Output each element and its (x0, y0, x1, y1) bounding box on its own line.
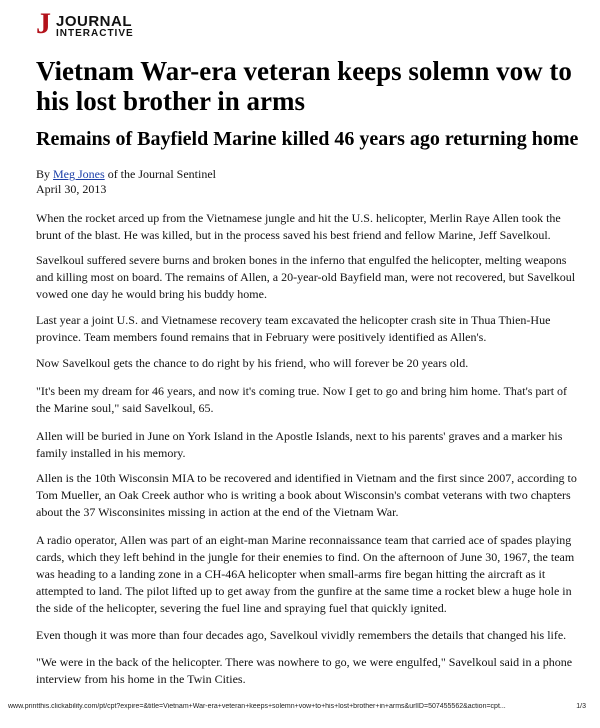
paragraph-5: "It's been my dream for 46 years, and now it's coming true. Now I get to go and bring him home. That's part of the Marine soul," said Savelkoul, 65. (36, 384, 568, 415)
byline-prefix: By (36, 167, 51, 181)
byline (36, 167, 216, 197)
footer-url: www.printthis.clickability.com/pt/cpt?expire=&title=Vietnam+War-era+veteran+keeps+solemn+vow+to+his+lost+brother+in+arms&urlID=507455562&action=cpt... (8, 703, 506, 710)
page-number: 1/3 (576, 703, 586, 710)
article-date: April 30, 2013 (36, 182, 107, 196)
byline-source: of the Journal Sentinel (107, 167, 216, 181)
paragraph-7: Allen is the 10th Wisconsin MIA to be recovered and identified in Vietnam and the first since 2007, according to Tom Mueller, an Oak Creek author who is writing a book about Wisconsin's combat veterans with two chapters about the 37 Wisconsinites missing in action at the end of the Vietnam War. (36, 471, 577, 519)
article-subhead: Remains of Bayfield Marine killed 46 years ago returning home (36, 128, 579, 150)
paragraph-3: Last year a joint U.S. and Vietnamese recovery team excavated the helicopter crash site in Thua Thien-Hue province. Team members found remains that in February were positively identified as Allen's. (36, 313, 551, 344)
paragraph-1: When the rocket arced up from the Vietnamese jungle and hit the U.S. helicopter, Merlin Raye Allen took the brunt of the blast. He was killed, but in the process saved his best friend and fellow Marine, Jeff Savelkoul. (36, 211, 561, 242)
journal-interactive-logo (36, 7, 156, 42)
paragraph-2: Savelkoul suffered severe burns and broken bones in the inferno that engulfed the helicopter, melting weapons and killing most on board. The remains of Allen, a 20-year-old Bayfield man, were not recovered, but Savelkoul vowed one day he would bring his buddy home. (36, 253, 576, 301)
author-link[interactable]: Meg Jones (53, 167, 105, 181)
paragraph-4: Now Savelkoul gets the chance to do right by his friend, who will forever be 20 years old. (36, 356, 469, 370)
paragraph-8: A radio operator, Allen was part of an eight-man Marine reconnaissance team that carried ace of spades playing cards, which they left behind in the jungle for their enemies to find. On the afternoon of June 30, 1967, the team was heading to a landing zone in a CH-46A helicopter when small-arms fire began hitting the aircraft as it attempted to land. The pilot lifted up to get away from the gunfire at the same time a rocket blew a huge hole in the side of the helicopter, severing the fuel line and spraying fuel that quickly ignited. (36, 533, 575, 615)
paragraph-10: "We were in the back of the helicopter. There was nowhere to go, we were engulfed," Savelkoul said in a phone interview from his home in the Twin Cities. (36, 655, 573, 686)
logo-mark: J (36, 7, 51, 40)
paragraph-6: Allen will be buried in June on York Island in the Apostle Islands, next to his parents' graves and a marker his family installed in his memory. (36, 429, 563, 460)
logo-word-interactive: INTERACTIVE (56, 28, 134, 39)
logo-word-journal: JOURNAL (56, 13, 133, 30)
print-footer (8, 703, 592, 710)
paragraph-9: Even though it was more than four decades ago, Savelkoul vividly remembers the details that changed his life. (36, 628, 567, 642)
article-headline: Vietnam War-era veteran keeps solemn vow to his lost brother in arms (36, 56, 572, 116)
